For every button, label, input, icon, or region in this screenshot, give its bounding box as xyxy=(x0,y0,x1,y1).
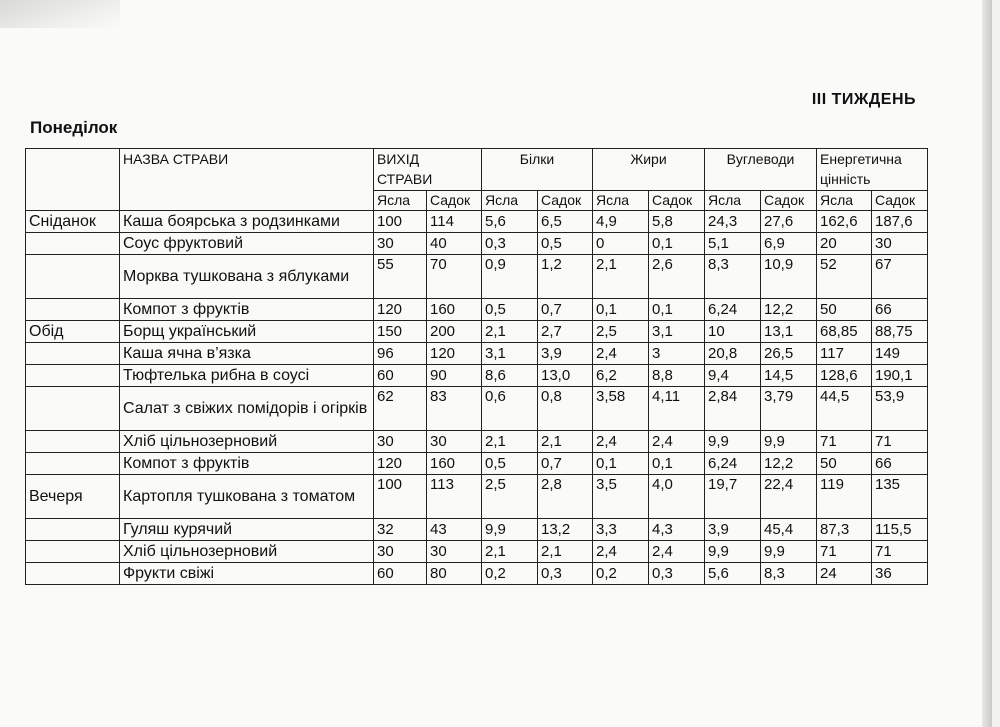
value-cell: 20,8 xyxy=(705,343,761,365)
value-cell: 30 xyxy=(427,541,482,563)
sub-sadok: Садок xyxy=(649,191,705,211)
value-cell: 2,84 xyxy=(705,387,761,431)
sub-sadok: Садок xyxy=(427,191,482,211)
value-cell: 5,8 xyxy=(649,211,705,233)
value-cell: 2,1 xyxy=(482,321,538,343)
value-cell: 0,5 xyxy=(538,233,593,255)
value-cell: 117 xyxy=(817,343,872,365)
value-cell: 149 xyxy=(872,343,928,365)
sub-yasla: Ясла xyxy=(482,191,538,211)
value-cell: 120 xyxy=(374,299,427,321)
value-cell: 6,24 xyxy=(705,299,761,321)
value-cell: 3,58 xyxy=(593,387,649,431)
value-cell: 2,1 xyxy=(482,431,538,453)
value-cell: 6,2 xyxy=(593,365,649,387)
value-cell: 2,8 xyxy=(538,475,593,519)
sub-sadok: Садок xyxy=(761,191,817,211)
value-cell: 71 xyxy=(872,431,928,453)
value-cell: 13,2 xyxy=(538,519,593,541)
table-row xyxy=(26,343,928,365)
value-cell: 0,5 xyxy=(482,453,538,475)
value-cell: 88,75 xyxy=(872,321,928,343)
dish-name: Фрукти свіжі xyxy=(120,563,374,585)
value-cell: 90 xyxy=(427,365,482,387)
value-cell: 200 xyxy=(427,321,482,343)
value-cell: 3,1 xyxy=(649,321,705,343)
header-carbs: Вуглеводи xyxy=(705,149,817,191)
dish-name: Компот з фруктів xyxy=(120,299,374,321)
meal-cell: Сніданок xyxy=(26,211,120,233)
table-row xyxy=(26,255,928,299)
value-cell: 2,5 xyxy=(482,475,538,519)
value-cell: 24 xyxy=(817,563,872,585)
table-row xyxy=(26,563,928,585)
meal-cell xyxy=(26,541,120,563)
sub-yasla: Ясла xyxy=(593,191,649,211)
header-fat: Жири xyxy=(593,149,705,191)
dish-name: Каша боярська з родзинками xyxy=(120,211,374,233)
value-cell: 30 xyxy=(427,431,482,453)
value-cell: 2,1 xyxy=(538,541,593,563)
value-cell: 4,3 xyxy=(649,519,705,541)
value-cell: 66 xyxy=(872,453,928,475)
value-cell: 0,1 xyxy=(649,233,705,255)
value-cell: 2,5 xyxy=(593,321,649,343)
value-cell: 0,3 xyxy=(649,563,705,585)
value-cell: 0,6 xyxy=(482,387,538,431)
value-cell: 0,8 xyxy=(538,387,593,431)
table-row xyxy=(26,475,928,519)
header-dish-name: НАЗВА СТРАВИ xyxy=(120,149,374,211)
value-cell: 190,1 xyxy=(872,365,928,387)
table-row xyxy=(26,519,928,541)
dish-name: Салат з свіжих помідорів і огірків xyxy=(120,387,374,431)
value-cell: 8,3 xyxy=(761,563,817,585)
menu-table xyxy=(25,148,928,585)
sub-yasla: Ясла xyxy=(374,191,427,211)
dish-name: Компот з фруктів xyxy=(120,453,374,475)
value-cell: 2,1 xyxy=(482,541,538,563)
value-cell: 68,85 xyxy=(817,321,872,343)
value-cell: 26,5 xyxy=(761,343,817,365)
table-row xyxy=(26,365,928,387)
value-cell: 2,1 xyxy=(538,431,593,453)
meal-cell xyxy=(26,387,120,431)
value-cell: 0 xyxy=(593,233,649,255)
value-cell: 9,9 xyxy=(482,519,538,541)
value-cell: 3,5 xyxy=(593,475,649,519)
value-cell: 0,1 xyxy=(649,453,705,475)
value-cell: 36 xyxy=(872,563,928,585)
value-cell: 19,7 xyxy=(705,475,761,519)
meal-cell xyxy=(26,431,120,453)
value-cell: 8,6 xyxy=(482,365,538,387)
sub-yasla: Ясла xyxy=(817,191,872,211)
value-cell: 0,2 xyxy=(593,563,649,585)
value-cell: 9,9 xyxy=(705,541,761,563)
value-cell: 45,4 xyxy=(761,519,817,541)
value-cell: 87,3 xyxy=(817,519,872,541)
value-cell: 50 xyxy=(817,299,872,321)
value-cell: 67 xyxy=(872,255,928,299)
value-cell: 9,4 xyxy=(705,365,761,387)
value-cell: 30 xyxy=(374,431,427,453)
value-cell: 71 xyxy=(872,541,928,563)
table-row xyxy=(26,453,928,475)
value-cell: 12,2 xyxy=(761,453,817,475)
value-cell: 50 xyxy=(817,453,872,475)
meal-cell xyxy=(26,453,120,475)
dish-name: Морква тушкована з яблуками xyxy=(120,255,374,299)
sub-yasla: Ясла xyxy=(705,191,761,211)
value-cell: 9,9 xyxy=(761,541,817,563)
value-cell: 3,1 xyxy=(482,343,538,365)
value-cell: 0,3 xyxy=(482,233,538,255)
value-cell: 83 xyxy=(427,387,482,431)
value-cell: 22,4 xyxy=(761,475,817,519)
value-cell: 5,6 xyxy=(705,563,761,585)
value-cell: 3,79 xyxy=(761,387,817,431)
value-cell: 114 xyxy=(427,211,482,233)
value-cell: 9,9 xyxy=(761,431,817,453)
meal-cell xyxy=(26,233,120,255)
value-cell: 2,4 xyxy=(593,431,649,453)
sub-sadok: Садок xyxy=(538,191,593,211)
value-cell: 30 xyxy=(374,233,427,255)
value-cell: 10 xyxy=(705,321,761,343)
value-cell: 4,11 xyxy=(649,387,705,431)
meal-cell xyxy=(26,365,120,387)
folded-corner xyxy=(0,0,120,28)
value-cell: 70 xyxy=(427,255,482,299)
value-cell: 119 xyxy=(817,475,872,519)
table-row xyxy=(26,541,928,563)
meal-cell xyxy=(26,519,120,541)
value-cell: 0,3 xyxy=(538,563,593,585)
value-cell: 0,7 xyxy=(538,453,593,475)
value-cell: 6,5 xyxy=(538,211,593,233)
value-cell: 13,1 xyxy=(761,321,817,343)
value-cell: 53,9 xyxy=(872,387,928,431)
header-yield: ВИХІД СТРАВИ xyxy=(374,149,482,191)
value-cell: 27,6 xyxy=(761,211,817,233)
value-cell: 3,9 xyxy=(705,519,761,541)
value-cell: 187,6 xyxy=(872,211,928,233)
meal-cell xyxy=(26,299,120,321)
value-cell: 9,9 xyxy=(705,431,761,453)
header-protein: Білки xyxy=(482,149,593,191)
value-cell: 2,4 xyxy=(649,431,705,453)
meal-cell xyxy=(26,255,120,299)
header-energy: Енергетична цінність xyxy=(817,149,928,191)
value-cell: 0,1 xyxy=(649,299,705,321)
dish-name: Гуляш курячий xyxy=(120,519,374,541)
value-cell: 3,9 xyxy=(538,343,593,365)
value-cell: 4,0 xyxy=(649,475,705,519)
value-cell: 6,24 xyxy=(705,453,761,475)
value-cell: 2,7 xyxy=(538,321,593,343)
meal-cell: Обід xyxy=(26,321,120,343)
value-cell: 8,3 xyxy=(705,255,761,299)
value-cell: 113 xyxy=(427,475,482,519)
table-row xyxy=(26,321,928,343)
value-cell: 5,1 xyxy=(705,233,761,255)
value-cell: 71 xyxy=(817,431,872,453)
value-cell: 2,6 xyxy=(649,255,705,299)
value-cell: 40 xyxy=(427,233,482,255)
page-edge xyxy=(982,0,992,727)
value-cell: 62 xyxy=(374,387,427,431)
value-cell: 20 xyxy=(817,233,872,255)
day-title: Понеділок xyxy=(30,118,118,137)
value-cell: 0,9 xyxy=(482,255,538,299)
dish-name: Каша ячна в’язка xyxy=(120,343,374,365)
value-cell: 12,2 xyxy=(761,299,817,321)
meal-cell: Вечеря xyxy=(26,475,120,519)
value-cell: 52 xyxy=(817,255,872,299)
value-cell: 24,3 xyxy=(705,211,761,233)
value-cell: 100 xyxy=(374,211,427,233)
value-cell: 1,2 xyxy=(538,255,593,299)
value-cell: 2,4 xyxy=(649,541,705,563)
meal-cell xyxy=(26,343,120,365)
value-cell: 80 xyxy=(427,563,482,585)
value-cell: 60 xyxy=(374,365,427,387)
dish-name: Тюфтелька рибна в соусі xyxy=(120,365,374,387)
value-cell: 30 xyxy=(872,233,928,255)
value-cell: 150 xyxy=(374,321,427,343)
table-row xyxy=(26,387,928,431)
value-cell: 0,1 xyxy=(593,453,649,475)
value-cell: 162,6 xyxy=(817,211,872,233)
value-cell: 128,6 xyxy=(817,365,872,387)
sub-sadok: Садок xyxy=(872,191,928,211)
value-cell: 43 xyxy=(427,519,482,541)
value-cell: 4,9 xyxy=(593,211,649,233)
value-cell: 96 xyxy=(374,343,427,365)
value-cell: 100 xyxy=(374,475,427,519)
value-cell: 115,5 xyxy=(872,519,928,541)
dish-name: Хліб цільнозерновий xyxy=(120,541,374,563)
meal-cell xyxy=(26,563,120,585)
value-cell: 0,5 xyxy=(482,299,538,321)
value-cell: 32 xyxy=(374,519,427,541)
value-cell: 2,4 xyxy=(593,541,649,563)
value-cell: 135 xyxy=(872,475,928,519)
value-cell: 8,8 xyxy=(649,365,705,387)
value-cell: 14,5 xyxy=(761,365,817,387)
header-empty-cell xyxy=(26,149,120,211)
header-row xyxy=(26,149,928,191)
value-cell: 55 xyxy=(374,255,427,299)
dish-name: Борщ український xyxy=(120,321,374,343)
value-cell: 10,9 xyxy=(761,255,817,299)
dish-name: Хліб цільнозерновий xyxy=(120,431,374,453)
value-cell: 3 xyxy=(649,343,705,365)
value-cell: 120 xyxy=(427,343,482,365)
table-row xyxy=(26,211,928,233)
dish-name: Картопля тушкована з томатом xyxy=(120,475,374,519)
value-cell: 3,3 xyxy=(593,519,649,541)
value-cell: 60 xyxy=(374,563,427,585)
value-cell: 160 xyxy=(427,299,482,321)
value-cell: 71 xyxy=(817,541,872,563)
value-cell: 120 xyxy=(374,453,427,475)
value-cell: 13,0 xyxy=(538,365,593,387)
value-cell: 2,4 xyxy=(593,343,649,365)
table-row xyxy=(26,233,928,255)
table-row xyxy=(26,299,928,321)
week-label: ІІІ ТИЖДЕНЬ xyxy=(811,91,916,108)
value-cell: 0,7 xyxy=(538,299,593,321)
value-cell: 44,5 xyxy=(817,387,872,431)
value-cell: 0,1 xyxy=(593,299,649,321)
value-cell: 66 xyxy=(872,299,928,321)
value-cell: 30 xyxy=(374,541,427,563)
value-cell: 0,2 xyxy=(482,563,538,585)
value-cell: 6,9 xyxy=(761,233,817,255)
value-cell: 2,1 xyxy=(593,255,649,299)
value-cell: 5,6 xyxy=(482,211,538,233)
table-row xyxy=(26,431,928,453)
dish-name: Соус фруктовий xyxy=(120,233,374,255)
value-cell: 160 xyxy=(427,453,482,475)
